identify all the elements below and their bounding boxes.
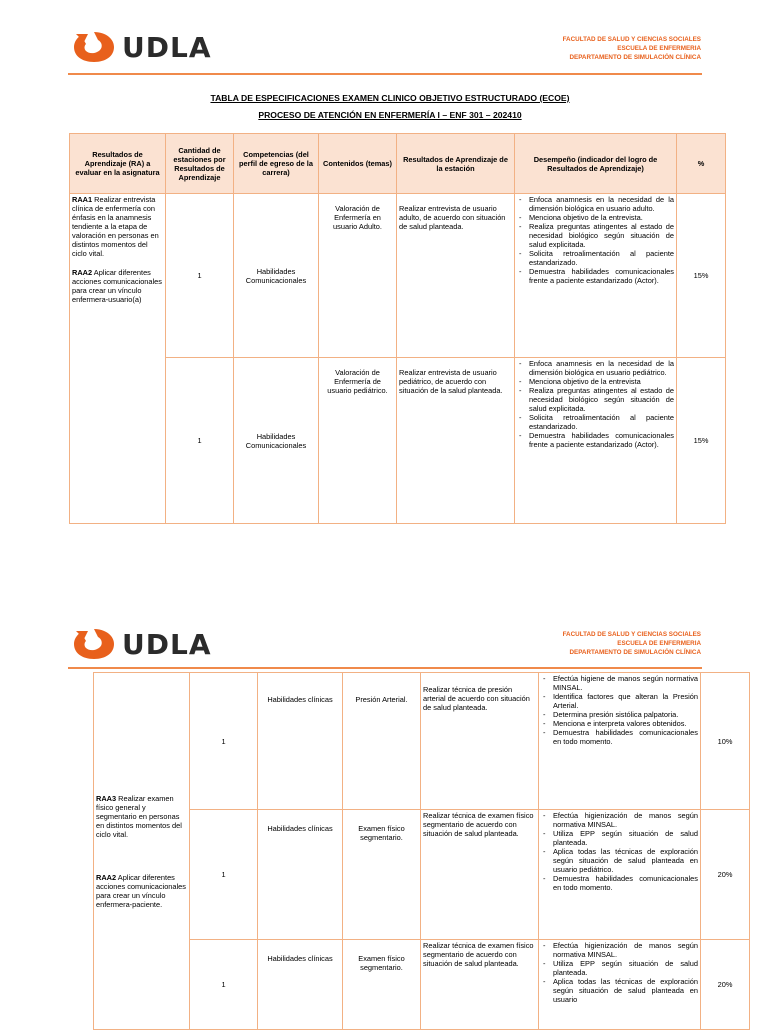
raa-code: RAA2	[96, 872, 117, 882]
raa-code: RAA2	[72, 268, 93, 277]
header-divider	[68, 73, 702, 75]
faculty-line: ESCUELA DE ENFERMERIA	[617, 640, 701, 647]
raa-item	[72, 268, 163, 304]
document-title: TABLA DE ESPECIFICACIONES EXAMEN CLINICO OBJETIVO ESTRUCTURADO (ECOE)	[210, 93, 570, 103]
competencia-cell: Habilidades Comunicacionales	[234, 194, 319, 358]
raa-cell	[70, 194, 166, 524]
desempeno-list	[517, 195, 674, 285]
desempeno-item: - Realiza preguntas atingentes al estado de necesidad biológico según situación de salud explicitada.	[517, 386, 674, 413]
percent-cell: 10%	[701, 673, 750, 810]
faculty-header	[563, 35, 701, 62]
desempeno-list	[541, 941, 698, 1004]
raa-code: RAA1	[72, 195, 93, 204]
desempeno-cell	[539, 940, 701, 1030]
desempeno-item: - Menciona objetivo de la entrevista	[517, 377, 674, 386]
resultado-cell: Realizar entrevista de usuario adulto, de acuerdo con situación de salud planteada.	[397, 194, 515, 358]
desempeno-cell	[539, 810, 701, 940]
cantidad-cell: 1	[190, 673, 258, 810]
raa-text: Realizar examen físico general y segmentario en personas en distintos momentos del ciclo vital.	[96, 793, 182, 839]
logo-text: UDLA	[122, 30, 212, 64]
table-row	[94, 673, 750, 810]
raa-item	[96, 794, 187, 839]
desempeno-item: - Determina presión sistólica palpatoria.	[541, 710, 698, 719]
desempeno-item: - Menciona objetivo de la entrevista.	[517, 213, 674, 222]
desempeno-list	[517, 359, 674, 449]
raa-code: RAA3	[96, 793, 117, 803]
resultado-cell: Realizar técnica de presión arterial de acuerdo con situación de salud planteada.	[421, 673, 539, 810]
cantidad-cell: 1	[190, 810, 258, 940]
desempeno-item: - Utiliza EPP según situación de salud planteada.	[541, 829, 698, 847]
udla-logo-icon	[72, 627, 116, 661]
desempeno-cell	[515, 194, 677, 358]
header-cell: Competencias (del perfil de egreso de la carrera)	[234, 134, 319, 194]
desempeno-item: - Solicita retroalimentación al paciente estandarizado.	[517, 249, 674, 267]
faculty-line: FACULTAD DE SALUD Y CIENCIAS SOCIALES	[562, 631, 701, 638]
logo-text: UDLA	[122, 627, 212, 661]
faculty-line: DEPARTAMENTO DE SIMULACIÓN CLÍNICA	[569, 649, 701, 656]
contenido-cell: Valoración de Enfermería de usuario pediátrico.	[319, 358, 397, 524]
table-row	[70, 358, 726, 524]
percent-cell: 20%	[701, 940, 750, 1030]
raa-text: Realizar entrevista clínica de enfermería con énfasis en la anamnesis tendiente a la etapa de valoración en personas en distintos momentos del ciclo vital.	[72, 195, 159, 258]
desempeno-item: - Aplica todas las técnicas de exploración según situación de salud planteada en usuario	[541, 977, 698, 1004]
competencia-cell: Habilidades clínicas	[258, 810, 343, 940]
raa-item	[72, 195, 163, 258]
resultado-cell: Realizar técnica de examen físico segmentario de acuerdo con situación de salud planteada.	[421, 810, 539, 940]
desempeno-item: - Demuestra habilidades comunicacionales frente a paciente estandarizado (Actor).	[517, 267, 674, 285]
competencia-cell: Habilidades Comunicacionales	[234, 358, 319, 524]
table-header-row	[70, 134, 726, 194]
contenido-cell: Examen físico segmentario.	[343, 810, 421, 940]
desempeno-item: - Realiza preguntas atingentes al estado de necesidad biológico según situación de salud explicitada.	[517, 222, 674, 249]
faculty-line: ESCUELA DE ENFERMERIA	[617, 45, 701, 52]
raa-text: Aplicar diferentes acciones comunicacionales para crear un vínculo enfermera-paciente.	[96, 872, 186, 909]
table-row	[94, 940, 750, 1030]
percent-cell: 15%	[677, 358, 726, 524]
percent-cell: 20%	[701, 810, 750, 940]
raa-text: Aplicar diferentes acciones comunicacionales para crear un vínculo enfermera-usuario(a)	[72, 268, 162, 304]
desempeno-item: - Utiliza EPP según situación de salud planteada.	[541, 959, 698, 977]
header-cell: Resultados de Aprendizaje (RA) a evaluar en la asignatura	[70, 134, 166, 194]
faculty-line: DEPARTAMENTO DE SIMULACIÓN CLÍNICA	[569, 54, 701, 61]
desempeno-list	[541, 811, 698, 892]
desempeno-item: - Enfoca anamnesis en la necesidad de la dimensión biológica en usuario adulto.	[517, 195, 674, 213]
header-cell: Contenidos (temas)	[319, 134, 397, 194]
cantidad-cell: 1	[166, 358, 234, 524]
desempeno-item: - Solicita retroalimentación al paciente estandarizado.	[517, 413, 674, 431]
raa-cell	[94, 673, 190, 1030]
desempeno-item: - Efectúa higienización de manos según normativa MINSAL.	[541, 941, 698, 959]
desempeno-cell	[515, 358, 677, 524]
contenido-cell: Presión Arterial.	[343, 673, 421, 810]
desempeno-item: - Enfoca anamnesis en la necesidad de la dimensión biológica en usuario pediátrico.	[517, 359, 674, 377]
competencia-cell: Habilidades clínicas	[258, 673, 343, 810]
header-cell: Resultados de Aprendizaje de la estación	[397, 134, 515, 194]
table-row	[94, 810, 750, 940]
udla-logo	[72, 627, 212, 661]
udla-logo-icon	[72, 30, 116, 64]
header-cell: Cantidad de estaciones por Resultados de Aprendizaje	[166, 134, 234, 194]
resultado-cell: Realizar técnica de examen físico segmentario de acuerdo con situación de salud planteada.	[421, 940, 539, 1030]
document-subtitle: PROCESO DE ATENCIÓN EN ENFERMERÍA I – ENF 301 – 202410	[258, 110, 522, 120]
desempeno-item: - Demuestra habilidades comunicacionales en todo momento.	[541, 728, 698, 746]
udla-logo	[72, 30, 212, 64]
faculty-line: FACULTAD DE SALUD Y CIENCIAS SOCIALES	[562, 36, 701, 43]
header-divider	[68, 667, 702, 669]
desempeno-item: - Demuestra habilidades comunicacionales en todo momento.	[541, 874, 698, 892]
header-cell: %	[677, 134, 726, 194]
contenido-cell: Examen físico segmentario.	[343, 940, 421, 1030]
page-2	[0, 600, 768, 1024]
desempeno-item: - Identifica factores que alteran la Presión Arterial.	[541, 692, 698, 710]
desempeno-cell	[539, 673, 701, 810]
desempeno-item: - Efectúa higiene de manos según normativa MINSAL.	[541, 674, 698, 692]
specification-table-1	[69, 133, 726, 524]
desempeno-item: - Aplica todas las técnicas de exploración según situación de salud planteada en usuario pediátrico.	[541, 847, 698, 874]
desempeno-list	[541, 674, 698, 746]
competencia-cell: Habilidades clínicas	[258, 940, 343, 1030]
desempeno-item: - Demuestra habilidades comunicacionales frente a paciente estandarizado (Actor).	[517, 431, 674, 449]
resultado-cell: Realizar entrevista de usuario pediátrico, de acuerdo con situación de la salud planteada.	[397, 358, 515, 524]
header-cell: Desempeño (indicador del logro de Resultados de Aprendizaje)	[515, 134, 677, 194]
specification-table-2	[93, 672, 750, 1030]
desempeno-item: - Efectúa higienización de manos según normativa MINSAL.	[541, 811, 698, 829]
desempeno-item: - Menciona e interpreta valores obtenidos.	[541, 719, 698, 728]
faculty-header	[563, 630, 701, 657]
cantidad-cell: 1	[190, 940, 258, 1030]
cantidad-cell: 1	[166, 194, 234, 358]
table-row	[70, 194, 726, 358]
contenido-cell: Valoración de Enfermería en usuario Adulto.	[319, 194, 397, 358]
raa-item	[96, 873, 187, 909]
percent-cell: 15%	[677, 194, 726, 358]
